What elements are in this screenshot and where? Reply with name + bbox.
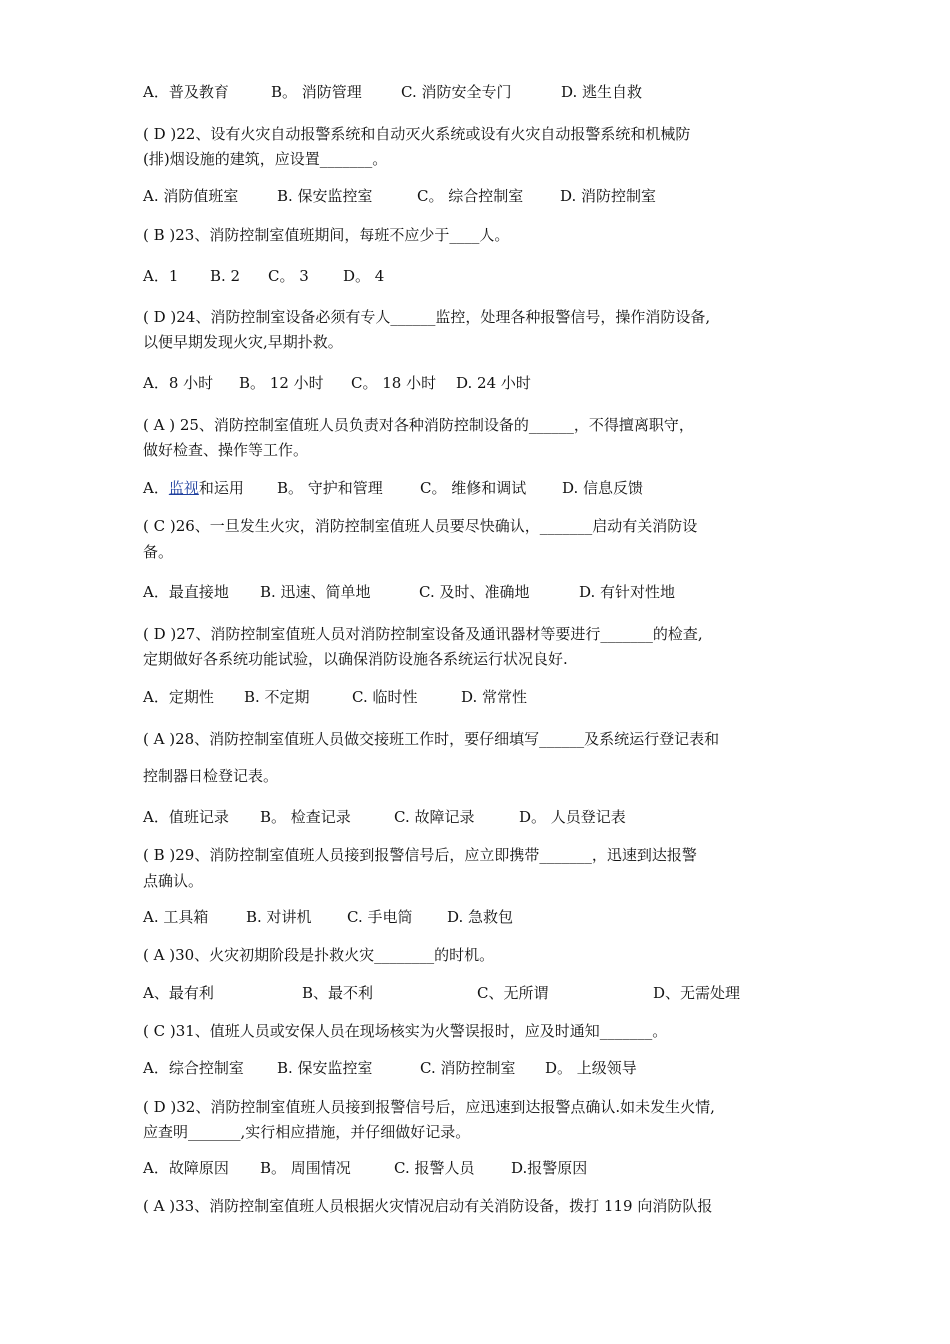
question-q24-line2: 以便早期发现火灾,早期扑救。 (143, 333, 343, 351)
option-b: B. 迅速、简单地 (260, 583, 371, 601)
option-c: C. 报警人员 (394, 1159, 475, 1177)
question-q29-line2: 点确认。 (143, 872, 204, 890)
option-b: B、最不利 (302, 984, 374, 1002)
options-q29 (143, 907, 513, 927)
link-monitor[interactable]: 监视 (168, 479, 199, 497)
options-q25 (143, 478, 643, 498)
options-q23 (143, 266, 384, 286)
question-q32-line1: ( D )32、消防控制室值班人员接到报警信号后，应迅速到达报警点确认.如未发生火情, (143, 1098, 715, 1116)
option-d: D。 4 (343, 267, 385, 285)
option-b: B. 保安监控室 (277, 1059, 373, 1077)
option-a: A. 消防值班室 (143, 187, 239, 205)
option-d: D. 消防控制室 (560, 187, 657, 205)
question-q22-line2: (排)烟设施的建筑，应设置_______。 (143, 150, 388, 168)
option-b: B。 周围情况 (260, 1159, 351, 1177)
question-q30: ( A )30、火灾初期阶段是扑救火灾________的时机。 (143, 946, 495, 964)
option-b: B。 消防管理 (271, 83, 362, 101)
option-c: C。 维修和调试 (420, 479, 527, 497)
question-q23: ( B )23、消防控制室值班期间，每班不应少于____人。 (143, 226, 510, 244)
option-b: B. 不定期 (244, 688, 310, 706)
option-a: A、最有利 (143, 984, 214, 1002)
option-a: A. 工具箱 (143, 908, 209, 926)
question-q28-line1: ( A )28、消防控制室值班人员做交接班工作时，要仔细填写______及系统运行登记表和 (143, 730, 720, 748)
question-q22-line1: ( D )22、设有火灾自动报警系统和自动灭火系统或设有火灾自动报警系统和机械防 (143, 125, 691, 143)
option-a: A．值班记录 (143, 808, 229, 826)
option-c: C。 18 小时 (351, 374, 437, 392)
options-q28 (143, 807, 626, 827)
option-d: D、无需处理 (653, 984, 741, 1002)
option-a: A．8 小时 (143, 374, 214, 392)
option-b: B。 检查记录 (260, 808, 351, 826)
option-d: D. 逃生自救 (561, 83, 643, 101)
option-b: B. 2 (210, 267, 241, 285)
option-d: D.报警原因 (511, 1159, 588, 1177)
question-q24-line1: ( D )24、消防控制室设备必须有专人______监控，处理各种报警信号，操作消防设备, (143, 308, 711, 326)
options-q30 (143, 983, 740, 1003)
option-a: A．最直接地 (143, 583, 229, 601)
question-q32-line2: 应查明_______,实行相应措施，并仔细做好记录。 (143, 1123, 471, 1141)
option-b: B。 12 小时 (239, 374, 324, 392)
option-c: C. 故障记录 (394, 808, 475, 826)
question-q28-line2: 控制器日检登记表。 (143, 767, 279, 785)
option-a: A．普及教育 (143, 83, 229, 101)
option-a: A．监视和运用 (143, 479, 244, 497)
option-d: D。 上级领导 (545, 1059, 637, 1077)
question-q26-line2: 备。 (143, 543, 174, 561)
option-d: D. 24 小时 (456, 374, 531, 392)
question-q27-line1: ( D )27、消防控制室值班人员对消防控制室设备及通讯器材等要进行_______的检查, (143, 625, 703, 643)
option-b: B. 保安监控室 (277, 187, 373, 205)
options-q24 (143, 373, 531, 393)
option-c: C. 手电筒 (347, 908, 413, 926)
options-q32 (143, 1158, 587, 1178)
option-a: A．综合控制室 (143, 1059, 244, 1077)
option-c: C。 3 (268, 267, 309, 285)
option-a: A．1 (143, 267, 179, 285)
option-c: C。 综合控制室 (417, 187, 524, 205)
options-q31 (143, 1058, 637, 1078)
option-c: C. 消防安全专门 (401, 83, 512, 101)
question-q25-line1: ( A ) 25、消防控制室值班人员负责对各种消防控制设备的______，不得擅离职守， (143, 416, 694, 434)
option-a: A．定期性 (143, 688, 214, 706)
question-q25-line2: 做好检查、操作等工作。 (143, 441, 309, 459)
option-d: D. 常常性 (461, 688, 528, 706)
option-d: D. 急救包 (447, 908, 514, 926)
option-c: C. 及时、准确地 (419, 583, 530, 601)
question-q29-line1: ( B )29、消防控制室值班人员接到报警信号后，应立即携带_______，迅速到达报警 (143, 846, 697, 864)
option-c: C、无所谓 (477, 984, 549, 1002)
options-q26 (143, 582, 675, 602)
option-b: B. 对讲机 (246, 908, 312, 926)
option-c: C. 消防控制室 (420, 1059, 516, 1077)
option-d: D。 人员登记表 (519, 808, 626, 826)
question-q27-line2: 定期做好各系统功能试验，以确保消防设施各系统运行状况良好. (143, 650, 568, 668)
options-q22 (143, 186, 656, 206)
options-q27 (143, 687, 527, 707)
question-q26-line1: ( C )26、一旦发生火灾，消防控制室值班人员要尽快确认，_______启动有关消防设 (143, 517, 698, 535)
question-q31: ( C )31、值班人员或安保人员在现场核实为火警误报时，应及时通知_______。 (143, 1022, 668, 1040)
option-d: D. 有针对性地 (579, 583, 676, 601)
option-d: D. 信息反馈 (562, 479, 644, 497)
option-a: A．故障原因 (143, 1159, 229, 1177)
options-q21 (143, 82, 642, 102)
question-q33-line1: ( A )33、消防控制室值班人员根据火灾情况启动有关消防设备，拨打 119 向消防队报 (143, 1197, 713, 1215)
option-b: B。 守护和管理 (277, 479, 383, 497)
option-c: C. 临时性 (352, 688, 418, 706)
